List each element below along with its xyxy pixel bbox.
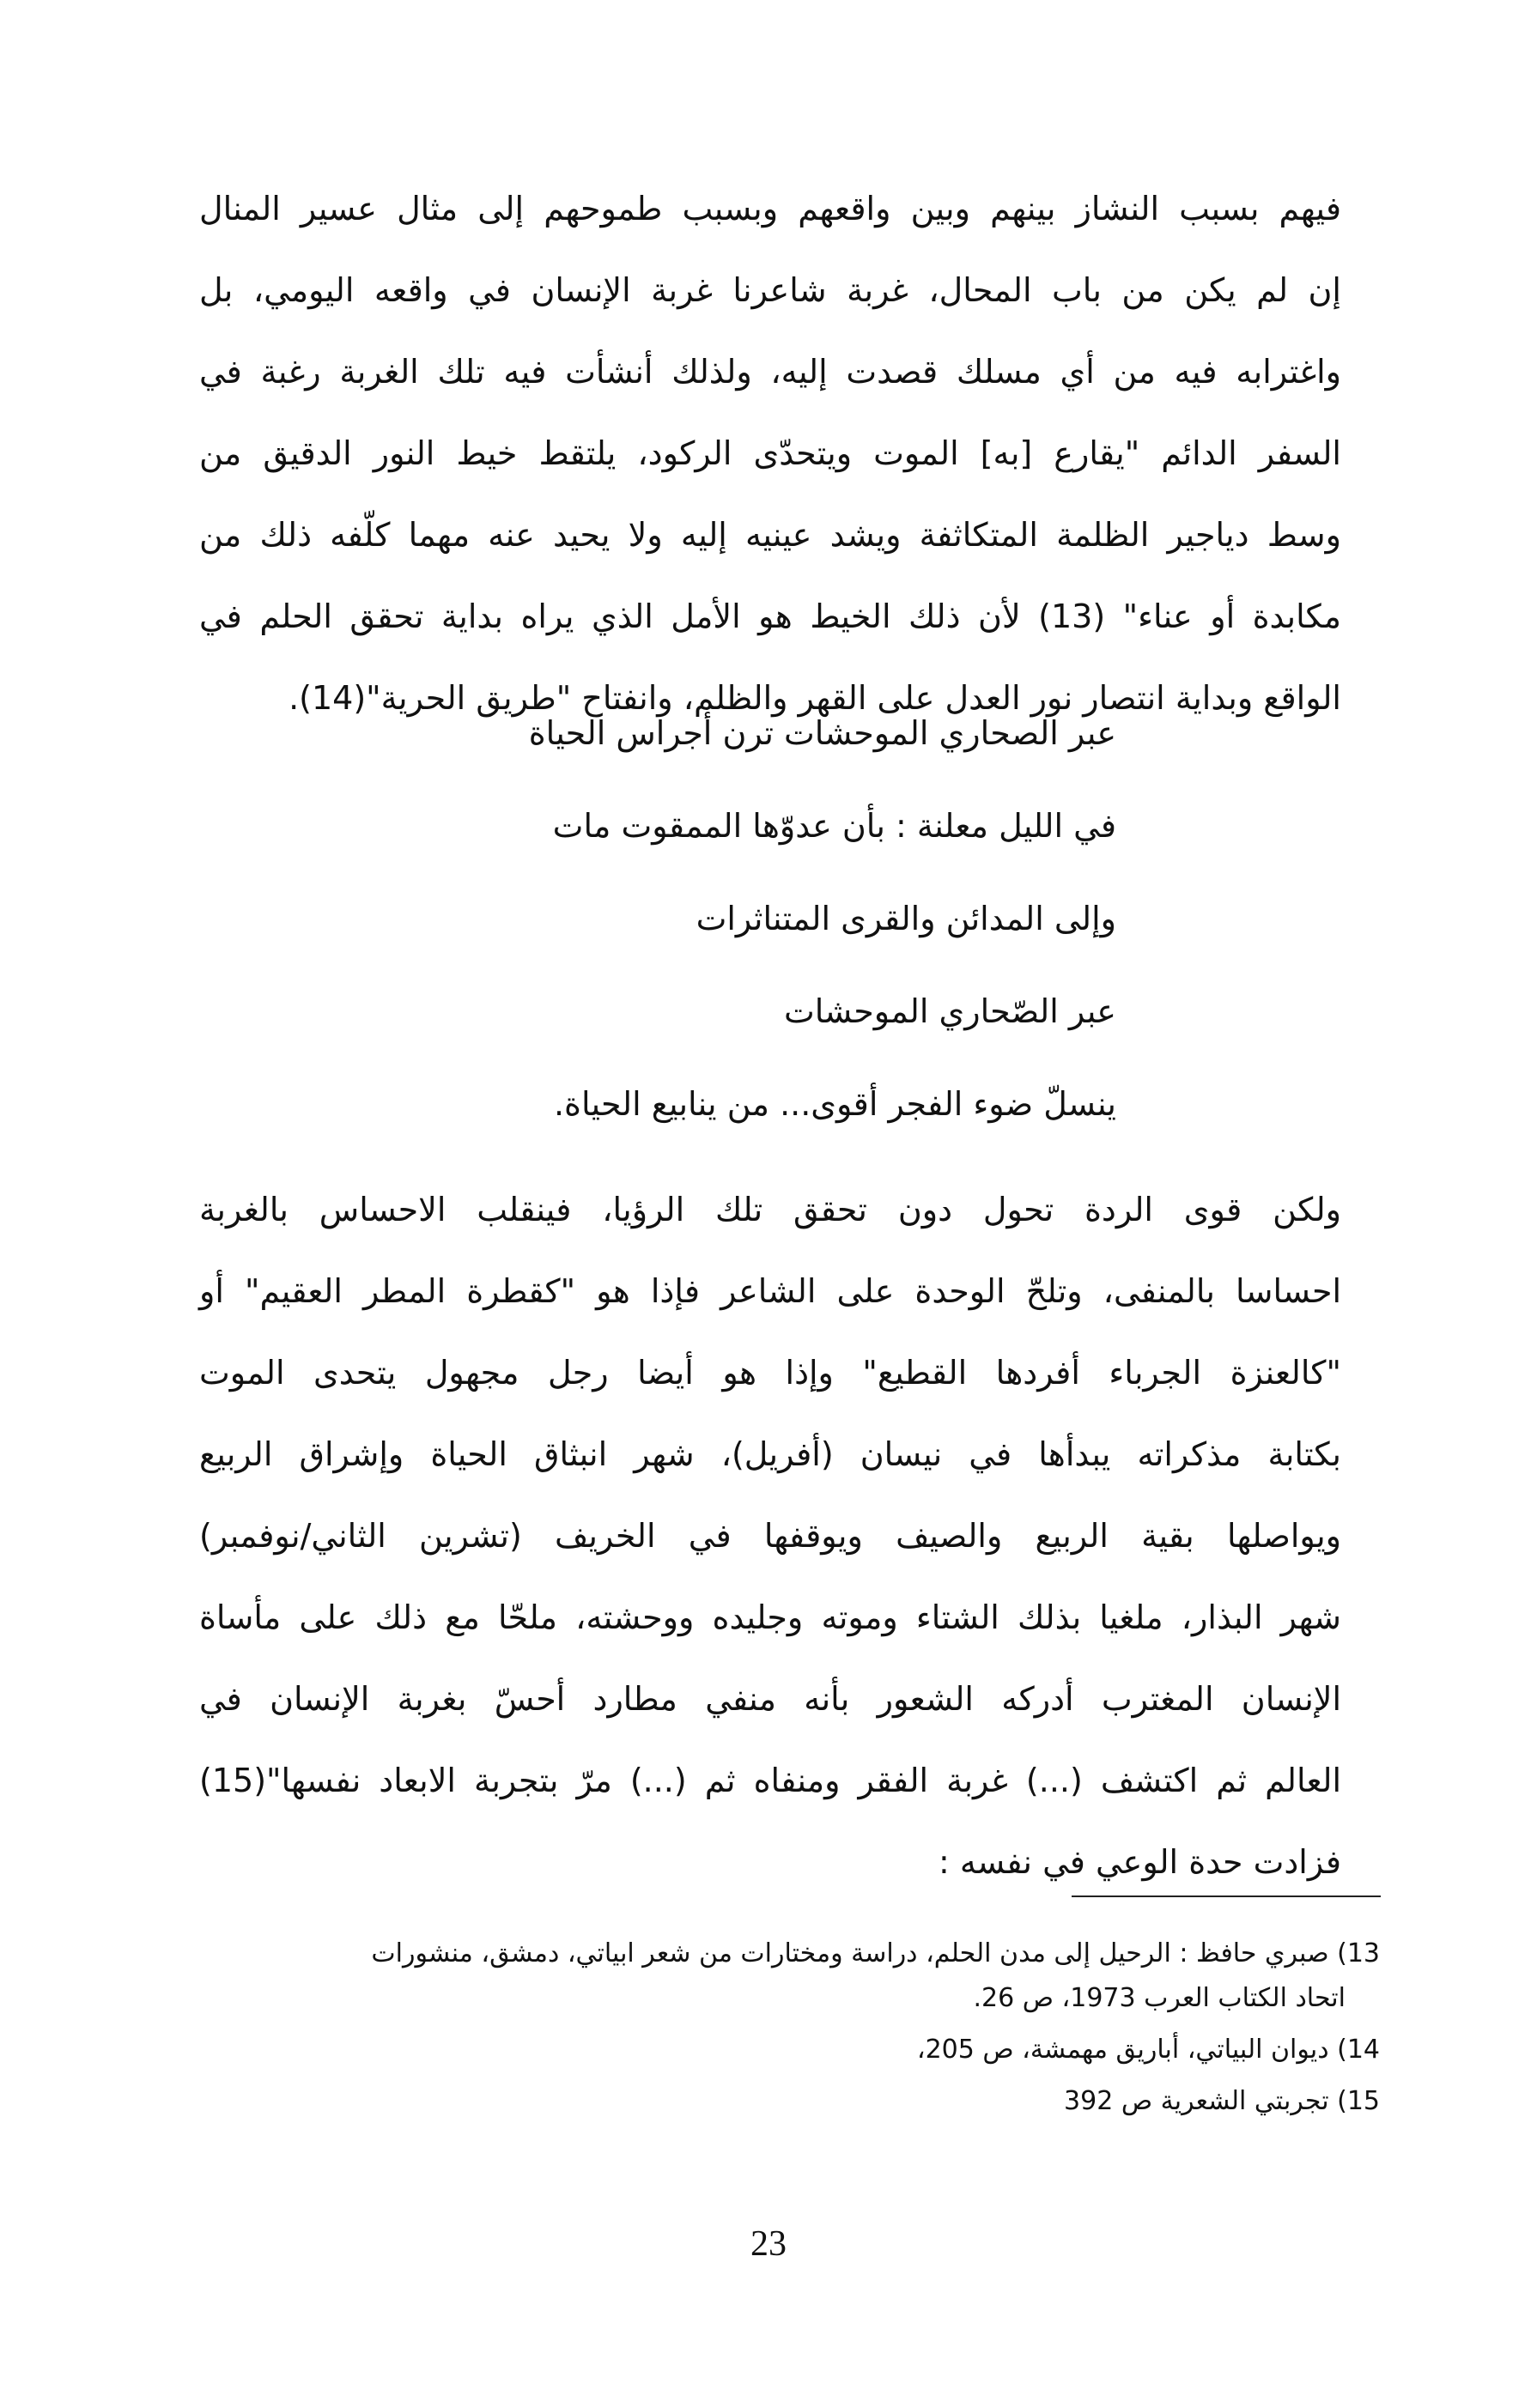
- body-paragraph-2: [199, 1169, 1341, 1903]
- paragraph-line: ويواصلها بقية الربيع والصيف ويوقفها في الخريف (تشرين الثاني/نوفمبر): [199, 1517, 1341, 1555]
- page-number: 23: [750, 2224, 787, 2264]
- footnote-15: [199, 2079, 1380, 2124]
- footnote-line: 13) صبري حافظ : الرحيل إلى مدن الحلم، دراسة ومختارات من شعر ابياتي، دمشق، منشورات: [371, 1938, 1380, 1968]
- paragraph-line: إن لم يكن من باب المحال، غربة شاعرنا غربة الإنسان في واقعه اليومي، بل: [199, 271, 1341, 309]
- paragraph-line: السفر الدائم "يقارع [به] الموت ويتحدّى الركود، يلتقط خيط النور الدقيق من: [199, 434, 1341, 472]
- footnote-14: [199, 2028, 1380, 2072]
- paragraph-line: وسط دياجير الظلمة المتكاثفة ويشد عينيه إليه ولا يحيد عنه مهما كلّفه ذلك من: [199, 516, 1341, 554]
- footnote-line: اتحاد الكتاب العرب 1973، ص 26.: [973, 1983, 1346, 2013]
- paragraph-line: الواقع وبداية انتصار نور العدل على القهر والظلم، وانفتاح "طريق الحرية"(14).: [289, 679, 1341, 717]
- paragraph-line: فزادت حدة الوعي في نفسه :: [939, 1843, 1341, 1881]
- poem-verse: ينسلّ ضوء الفجر أقوى... من ينابيع الحياة.: [553, 1085, 1116, 1123]
- footnote-line: 15) تجربتي الشعرية ص 392: [1064, 2086, 1380, 2116]
- poem-block: [343, 687, 1116, 1150]
- paragraph-line: العالم ثم اكتشف (...) غربة الفقر ومنفاه ثم (...) مرّ بتجربة الابعاد نفسها"(15): [199, 1762, 1341, 1799]
- paragraph-line: الإنسان المغترب أدركه الشعور بأنه منفي مطارد أحسّ بغربة الإنسان في: [199, 1680, 1341, 1718]
- footnote-divider: [1072, 1895, 1381, 1897]
- paragraph-line: فيهم بسبب النشاز بينهم وبين واقعهم وبسبب طموحهم إلى مثال عسير المنال: [199, 190, 1341, 227]
- poem-verse: عبر الصحاري الموحشات ترن أجراس الحياة: [528, 714, 1116, 752]
- paragraph-line: واغترابه فيه من أي مسلك قصدت إليه، ولذلك أنشأت فيه تلك الغربة رغبة في: [199, 353, 1341, 391]
- body-paragraph-1: [199, 168, 1341, 739]
- poem-verse: عبر الصّحاري الموحشات: [783, 992, 1116, 1030]
- paragraph-line: "كالعنزة الجرباء أفردها القطيع" وإذا هو أيضا رجل مجهول يتحدى الموت: [199, 1354, 1341, 1392]
- footnotes: [199, 1932, 1380, 2124]
- footnote-13: [199, 1932, 1380, 2021]
- paragraph-line: شهر البذار، ملغيا بذلك الشتاء وموته وجليده ووحشته، ملحّا مع ذلك على مأساة: [199, 1598, 1341, 1636]
- paragraph-line: ولكن قوى الردة تحول دون تحقق تلك الرؤيا، فينقلب الاحساس بالغربة: [199, 1191, 1341, 1228]
- paragraph-line: بكتابة مذكراته يبدأها في نيسان (أفريل)، شهر انبثاق الحياة وإشراق الربيع: [199, 1435, 1341, 1473]
- paragraph-line: مكابدة أو عناء" (13) لأن ذلك الخيط هو الأمل الذي يراه بداية تحقق الحلم في: [199, 597, 1341, 635]
- poem-verse: في الليل معلنة : بأن عدوّها الممقوت مات: [552, 807, 1116, 845]
- paragraph-line: احساسا بالمنفى، وتلحّ الوحدة على الشاعر فإذا هو "كقطرة المطر العقيم" أو: [199, 1272, 1341, 1310]
- poem-verse: وإلى المدائن والقرى المتناثرات: [696, 900, 1116, 937]
- footnote-line: 14) ديوان البياتي، أباريق مهمشة، ص 205،: [916, 2035, 1380, 2065]
